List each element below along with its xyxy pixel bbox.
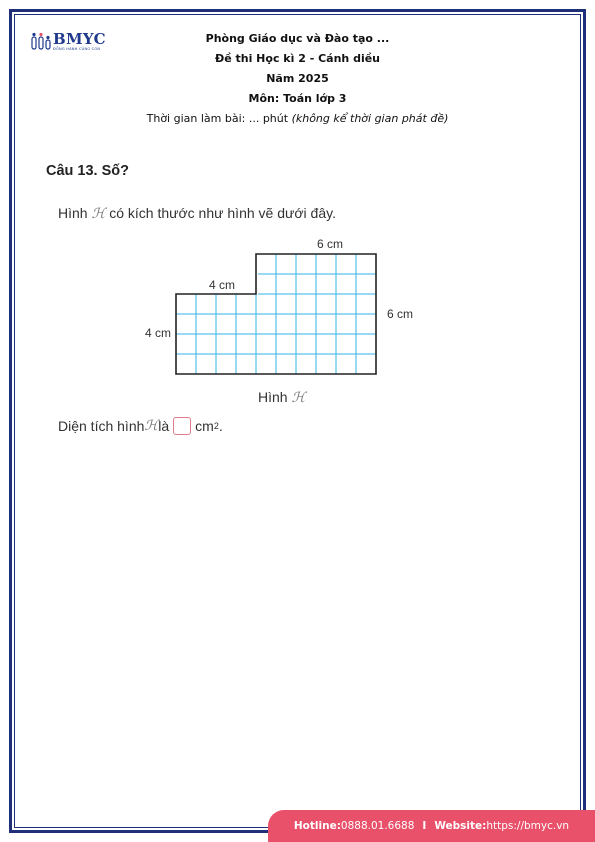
intro-symbol: ℋ <box>91 206 106 222</box>
caption-symbol: ℋ <box>291 390 306 406</box>
answer-symbol: ℋ <box>144 418 159 434</box>
hotline-value[interactable]: 0888.01.6688 <box>340 820 415 832</box>
answer-end: . <box>218 418 223 434</box>
answer-input-box[interactable] <box>173 417 191 435</box>
answer-line <box>58 417 223 435</box>
header-department: Phòng Giáo dục và Đào tạo ... <box>205 32 390 45</box>
footer-separator: I <box>422 820 427 832</box>
header-time <box>0 109 595 129</box>
website-label: Website: <box>434 820 487 832</box>
logo-brand-text: BMYC <box>53 30 106 48</box>
caption-word: Hình <box>258 389 292 405</box>
question-intro <box>58 205 336 222</box>
header-time-main: Thời gian làm bài: ... phút <box>146 112 292 125</box>
label-top: 6 cm <box>316 237 344 251</box>
label-right: 6 cm <box>386 307 414 321</box>
answer-unit: cm <box>195 418 214 434</box>
figure-caption <box>258 389 305 406</box>
footer-bar <box>268 810 595 842</box>
label-left: 4 cm <box>144 326 172 340</box>
intro-after: có kích thước như hình vẽ dưới đây. <box>105 205 336 221</box>
figure-grid <box>176 254 376 374</box>
intro-before: Hình <box>58 205 92 221</box>
header-subject: Môn: Toán lớp 3 <box>248 92 347 105</box>
question-title: Câu 13. Số? <box>46 163 129 179</box>
label-step: 4 cm <box>208 278 236 292</box>
exam-header <box>0 29 595 129</box>
website-link[interactable]: https://bmyc.vn <box>486 820 570 832</box>
shape-h-figure <box>136 233 426 383</box>
answer-unit-sup: 2 <box>213 421 219 431</box>
header-year: Năm 2025 <box>266 72 329 85</box>
hotline-label: Hotline: <box>293 820 341 832</box>
answer-before: Diện tích hình <box>58 418 145 434</box>
header-time-note: (không kể thời gian phát đề) <box>291 112 449 125</box>
answer-la: là <box>158 418 170 434</box>
header-exam-title: Đề thi Học kì 2 - Cánh diều <box>214 52 381 65</box>
logo-tagline: ĐỒNG HÀNH CÙNG CON <box>53 47 101 51</box>
